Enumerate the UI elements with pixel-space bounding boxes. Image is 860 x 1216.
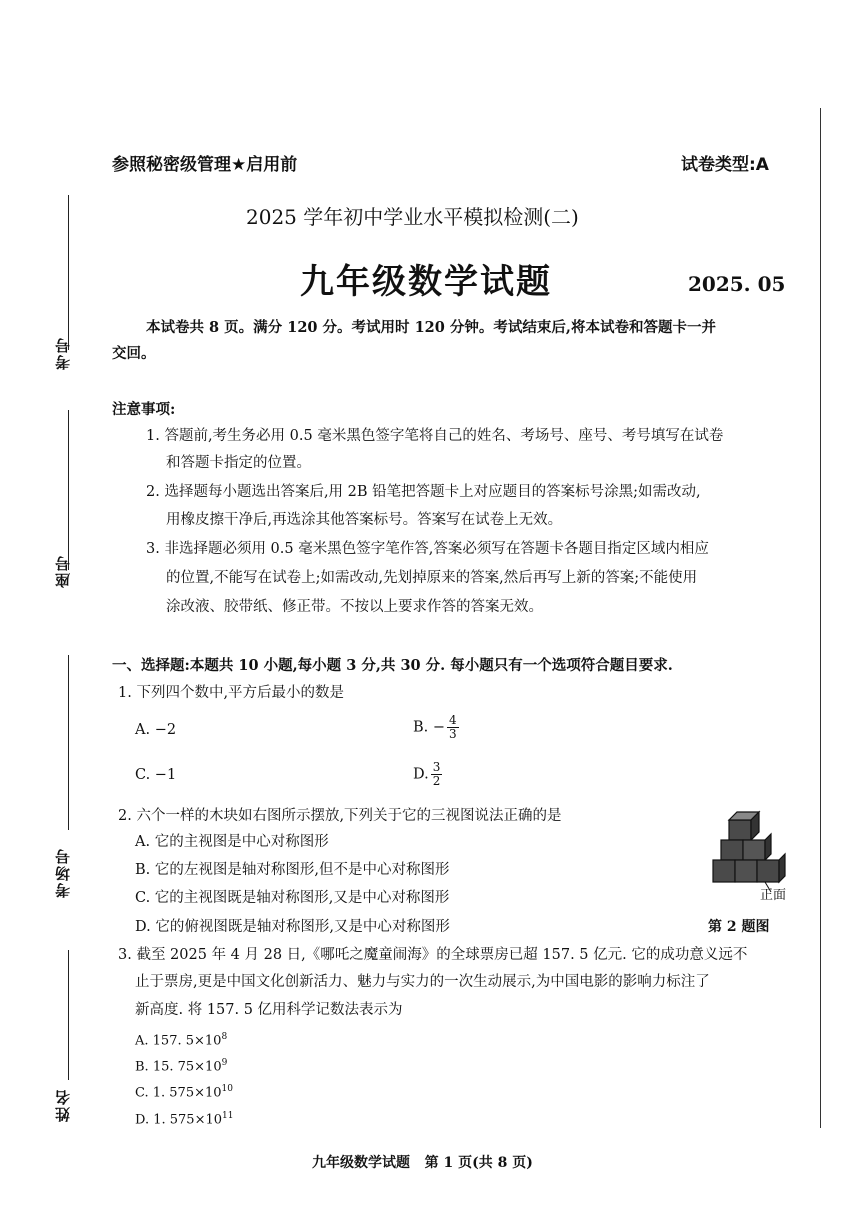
note-2-line-1: 2. 选择题每小题选出答案后,用 2B 铅笔把答题卡上对应题目的答案标号涂黑;如需改动,	[146, 484, 701, 500]
exam-title: 九年级数学试题	[300, 262, 552, 302]
q1-option-d	[413, 761, 442, 788]
right-border-line	[820, 108, 821, 1128]
q3-a-base: A. 157. 5×10	[135, 1033, 222, 1049]
cube-mid-left	[721, 840, 743, 860]
q1-option-d-fraction	[431, 761, 443, 788]
q2-cube-figure	[705, 806, 805, 896]
q3-b-base: B. 15. 75×10	[135, 1059, 222, 1075]
q2-figure-caption: 第 2 题图	[708, 919, 770, 935]
section-1-heading: 一、选择题:本题共 10 小题,每小题 3 分,共 30 分. 每小题只有一个选项符合题目要求.	[112, 657, 673, 674]
intro-line-1: 本试卷共 8 页。满分 120 分。考试用时 120 分钟。考试结束后,将本试卷和答题卡一并	[146, 319, 716, 336]
q3-b-exponent: 9	[221, 1058, 228, 1068]
page-footer: 九年级数学试题 第 1 页(共 8 页)	[312, 1155, 533, 1171]
paper-type-label: 试卷类型:A	[681, 155, 769, 175]
note-3-line-3: 涂改液、胶带纸、修正带。不按以上要求作答的答案无效。	[166, 599, 543, 615]
q1-option-a: A. −2	[135, 722, 177, 738]
q1-b-denominator: 3	[449, 727, 457, 741]
label-kaochang: 考场号	[54, 847, 72, 898]
cube-top	[729, 820, 751, 840]
cube-bottom-right	[757, 860, 779, 882]
q2-stem: 2. 六个一样的木块如右图所示摆放,下列关于它的三视图说法正确的是	[118, 808, 562, 824]
note-1-line-1: 1. 答题前,考生务必用 0.5 毫米黑色签字笔将自己的姓名、考场号、座号、考号填写在试卷	[146, 428, 724, 444]
binding-line-3	[68, 655, 69, 830]
q1-d-numerator: 3	[432, 760, 441, 774]
q1-option-b	[413, 714, 459, 741]
q2-option-d: D. 它的俯视图既是轴对称图形,又是中心对称图形	[135, 919, 450, 935]
q3-option-c	[135, 1079, 233, 1103]
confidential-label: 参照秘密级管理★启用前	[112, 155, 298, 175]
q3-option-d	[135, 1106, 233, 1130]
cube-mid-right	[743, 840, 765, 860]
cube-bottom-left	[713, 860, 735, 882]
q1-option-b-fraction	[447, 714, 459, 741]
note-3-line-1: 3. 非选择题必须用 0.5 毫米黑色签字笔作答,答案必须写在答题卡各题目指定区域内相应	[146, 541, 709, 557]
q2-option-b: B. 它的左视图是轴对称图形,但不是中心对称图形	[135, 862, 450, 878]
binding-line-2	[68, 410, 69, 570]
q3-d-exponent: 11	[222, 1111, 234, 1121]
cube-mid-side-face	[765, 834, 771, 860]
q2-option-c: C. 它的主视图既是轴对称图形,又是中心对称图形	[135, 890, 450, 906]
q3-line-1: 3. 截至 2025 年 4 月 28 日,《哪吒之魔童闹海》的全球票房已超 157. 5 亿元. 它的成功意义远不	[118, 947, 748, 963]
binding-line-4	[68, 950, 69, 1080]
q3-c-exponent: 10	[221, 1084, 233, 1094]
q1-option-c: C. −1	[135, 767, 177, 783]
q1-d-denominator: 2	[432, 774, 441, 788]
label-kaohao: 考号	[54, 336, 72, 370]
intro-line-2: 交回。	[112, 345, 156, 362]
exam-date: 2025. 05	[688, 272, 786, 296]
q3-option-b	[135, 1053, 227, 1077]
q3-d-base: D. 1. 575×10	[135, 1112, 223, 1128]
cube-bottom-mid	[735, 860, 757, 882]
q3-c-base: C. 1. 575×10	[135, 1085, 222, 1101]
q1-option-d-prefix: D.	[413, 766, 429, 783]
binding-line-1	[68, 195, 69, 350]
q3-line-3: 新高度. 将 157. 5 亿用科学记数法表示为	[135, 1002, 403, 1018]
q1-stem: 1. 下列四个数中,平方后最小的数是	[118, 685, 345, 701]
q2-option-a: A. 它的主视图是中心对称图形	[135, 834, 329, 850]
notes-heading: 注意事项:	[112, 401, 176, 418]
note-1-line-2: 和答题卡指定的位置。	[166, 455, 311, 471]
cube-stack	[713, 812, 785, 892]
q3-option-a	[135, 1027, 227, 1051]
q3-a-exponent: 8	[221, 1032, 228, 1042]
exam-subtitle: 2025 学年初中学业水平模拟检测(二)	[246, 205, 579, 229]
q1-b-numerator: 4	[449, 713, 457, 727]
label-zuohao: 座号	[54, 554, 72, 588]
note-3-line-2: 的位置,不能写在试卷上;如需改动,先划掉原来的答案,然后再写上新的答案;不能使用	[166, 570, 698, 586]
q2-front-label: 正面	[760, 888, 787, 903]
q3-line-2: 止于票房,更是中国文化创新活力、魅力与实力的一次生动展示,为中国电影的影响力标注了	[135, 974, 710, 990]
cube-bottom-side-face	[779, 854, 785, 882]
note-2-line-2: 用橡皮擦干净后,再选涂其他答案标号。答案写在试卷上无效。	[166, 512, 563, 528]
q1-option-b-prefix: B. −	[413, 719, 446, 736]
label-xingming: 姓名	[54, 1088, 72, 1122]
